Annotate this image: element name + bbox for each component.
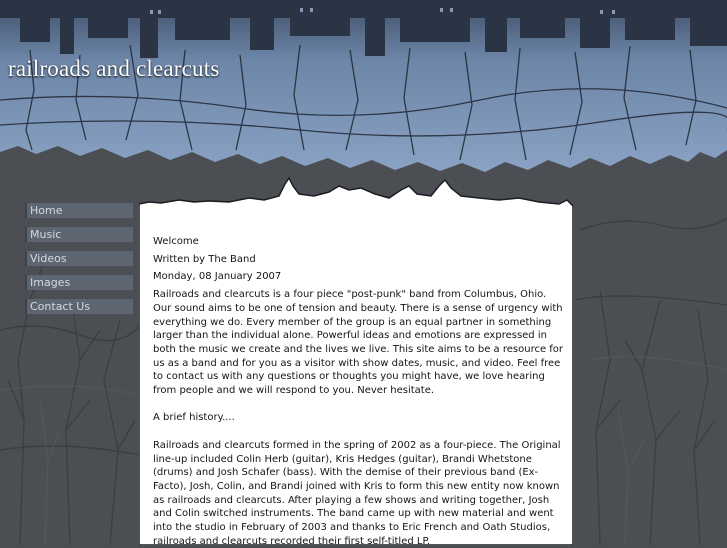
nav-item-contact-us[interactable]: Contact Us xyxy=(25,299,133,314)
history-heading: A brief history.... xyxy=(153,412,235,424)
nav-item-images[interactable]: Images xyxy=(25,275,133,290)
nav-item-music[interactable]: Music xyxy=(25,227,133,242)
article-history: Railroads and clearcuts formed in the spring of 2002 as a four-piece. The Original line-up included Colin Herb (guitar), Kris Hedges (guitar), Brandi Whetstone (drums) and Josh Schafer (bass). With the demise of their previous band (Ex-Facto), Josh, Colin, and Brandi joined with Kris to form this new entity now known as railroads and clearcuts. After playing a few shows and writing together, Josh and Colin switched instruments. The band came up with new material and went into the studio in February of 2003 and thanks to Eric French and Oath Studios, railroads and clearcuts recorded their first self-titled LP. xyxy=(153,439,561,547)
nav-item-videos[interactable]: Videos xyxy=(25,251,133,266)
article-author: Written by The Band xyxy=(153,253,256,265)
main-nav xyxy=(25,203,133,323)
article-title: Welcome xyxy=(153,236,199,247)
article-date: Monday, 08 January 2007 xyxy=(153,271,282,283)
site-title[interactable]: railroads and clearcuts xyxy=(8,56,220,81)
header-banner xyxy=(0,0,727,190)
article-intro: Railroads and clearcuts is a four piece "post-punk" band from Columbus, Ohio. Our sound aims to be one of tension and beauty. There is a sense of urgency with everything we do. Every member of the group is an equal partner in something larger than the individual alone. Powerful ideas and emotions are expressed in both the music we create and the lives we live. This site aims to be a resource for us as a band and for you as a visitor with show dates, music, and video. Feel free to contact us with any questions or thoughts you might have, we love hearing from people and we will respond to you. Never hesitate. xyxy=(153,289,564,397)
article xyxy=(153,235,565,548)
nav-item-home[interactable]: Home xyxy=(25,203,133,218)
